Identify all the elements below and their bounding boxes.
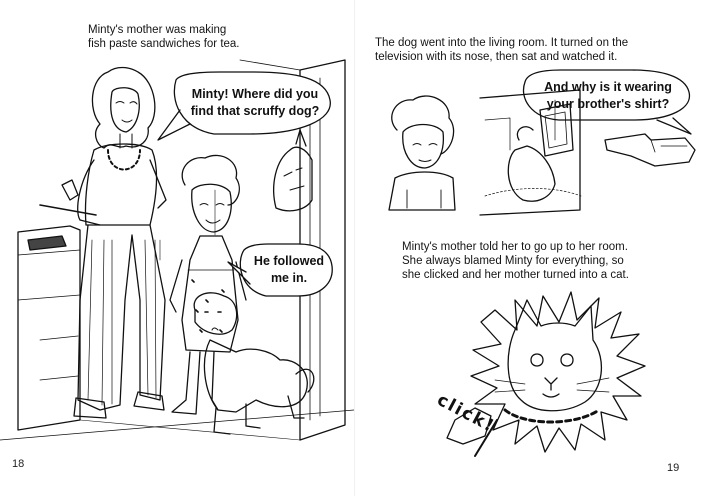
bubble-line: Minty! Where did you [191, 87, 319, 101]
left-page [0, 0, 354, 496]
caption-line: fish paste sandwiches for tea. [88, 38, 240, 50]
caption-line: She always blamed Minty for everything, so [402, 255, 624, 267]
left-illustration [0, 0, 354, 496]
cat-burst [447, 292, 645, 456]
shirt-bubble-text [527, 79, 689, 113]
peeking-dog [274, 130, 312, 211]
click-sound-effect: click! [433, 390, 499, 438]
bubble-line: your brother's shirt? [546, 97, 670, 111]
page-number-left: 18 [12, 458, 25, 470]
caption-line: Minty's mother told her to go up to her room. [402, 241, 628, 253]
page-number-right: 19 [667, 462, 680, 474]
cat-face [508, 300, 601, 411]
bubble-line: me in. [270, 271, 308, 285]
caption-line: The dog went into the living room. It turned on the [375, 37, 629, 49]
minty-bubble-text [246, 253, 332, 287]
pointing-hand [605, 134, 695, 166]
kitchen-counter [18, 226, 80, 430]
minty-portrait [389, 96, 455, 210]
right-caption-bottom [402, 240, 629, 282]
caption-line: she clicked and her mother turned into a cat. [402, 269, 629, 281]
bubble-line: He followed [253, 254, 325, 268]
caption-line: Minty's mother was making [88, 24, 227, 36]
minty-figure [170, 155, 246, 414]
bubble-line: find that scruffy dog? [190, 104, 320, 118]
right-page [355, 0, 709, 496]
scruffy-dog [194, 293, 314, 434]
caption-line: television with its nose, then sat and watched it. [375, 51, 618, 63]
mother-bubble-text [180, 86, 330, 120]
bubble-line: And why is it wearing [544, 80, 672, 94]
